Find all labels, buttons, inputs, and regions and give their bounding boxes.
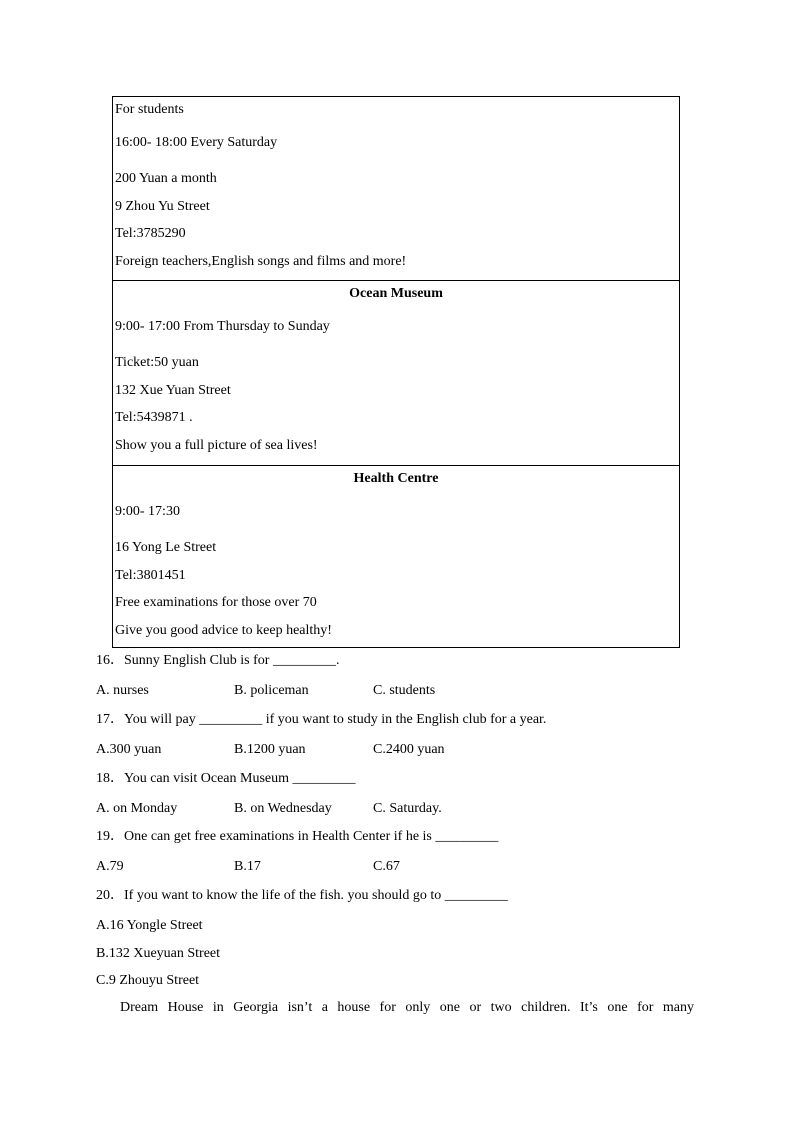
- health-line: Give you good advice to keep healthy!: [115, 623, 332, 638]
- passage-paragraph: Dream House in Georgia isn’t a house for only one or two children. It’s one for many: [120, 1000, 694, 1015]
- option: B. on Wednesday: [234, 801, 332, 816]
- question-19: 19．One can get free examinations in Health Center if he is _________: [96, 829, 499, 844]
- club-line: Foreign teachers,English songs and films and more!: [115, 254, 407, 269]
- option: A.16 Yongle Street: [96, 918, 203, 933]
- section-divider: [113, 280, 679, 281]
- museum-line: 132 Xue Yuan Street: [115, 383, 231, 398]
- option: A.300 yuan: [96, 742, 162, 757]
- option: A.79: [96, 859, 124, 874]
- health-line: Free examinations for those over 70: [115, 595, 317, 610]
- museum-line: Show you a full picture of sea lives!: [115, 438, 318, 453]
- option: B. policeman: [234, 683, 309, 698]
- notice-box: [112, 96, 680, 648]
- option: B.17: [234, 859, 261, 874]
- museum-line: Tel:5439871 .: [115, 410, 193, 425]
- option: C. Saturday.: [373, 801, 442, 816]
- question-20: 20．If you want to know the life of the fish. you should go to _________: [96, 888, 508, 903]
- health-line: 16 Yong Le Street: [115, 540, 217, 555]
- question-18: 18．You can visit Ocean Museum _________: [96, 771, 356, 786]
- club-line: 9 Zhou Yu Street: [115, 199, 210, 214]
- health-line: 9:00- 17:30: [115, 504, 180, 519]
- museum-heading: Ocean Museum: [349, 286, 443, 301]
- option: B.132 Xueyuan Street: [96, 946, 221, 961]
- question-17: 17．You will pay _________ if you want to study in the English club for a year.: [96, 712, 547, 727]
- health-heading: Health Centre: [353, 471, 439, 486]
- museum-line: Ticket:50 yuan: [115, 355, 199, 370]
- club-line: 200 Yuan a month: [115, 171, 217, 186]
- question-16: 16．Sunny English Club is for _________.: [96, 653, 340, 668]
- club-line: For students: [115, 102, 184, 117]
- option: C. students: [373, 683, 436, 698]
- option: A. nurses: [96, 683, 149, 698]
- section-divider: [113, 465, 679, 466]
- health-line: Tel:3801451: [115, 568, 186, 583]
- option: B.1200 yuan: [234, 742, 306, 757]
- option: C.67: [373, 859, 400, 874]
- option: C.2400 yuan: [373, 742, 445, 757]
- club-line: Tel:3785290: [115, 226, 186, 241]
- museum-line: 9:00- 17:00 From Thursday to Sunday: [115, 319, 330, 334]
- club-line: 16:00- 18:00 Every Saturday: [115, 135, 278, 150]
- option: C.9 Zhouyu Street: [96, 973, 200, 988]
- option: A. on Monday: [96, 801, 178, 816]
